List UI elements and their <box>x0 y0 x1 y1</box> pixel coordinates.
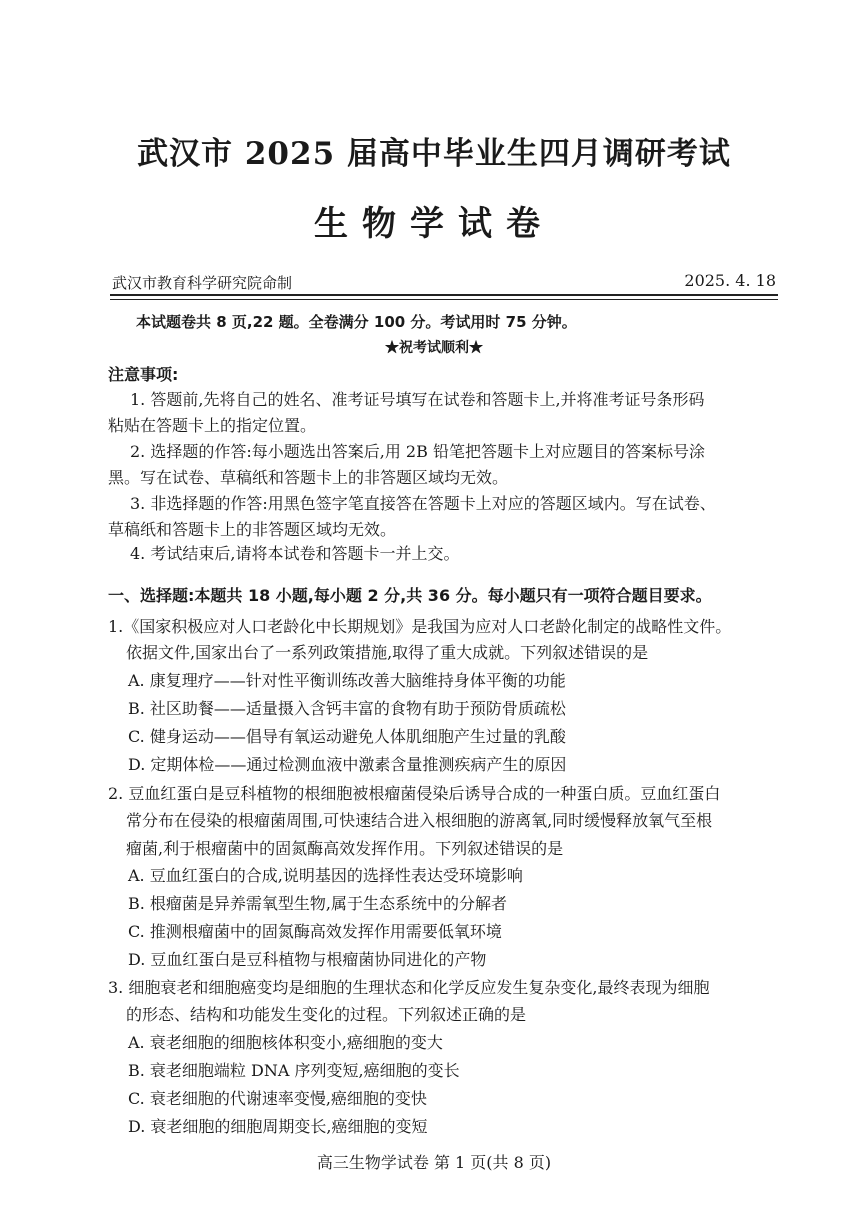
option-c: C. 衰老细胞的代谢速率变慢,癌细胞的变快 <box>128 1089 427 1108</box>
question-stem-line: 常分布在侵染的根瘤菌周围,可快速结合进入根细胞的游离氧,同时缓慢释放氧气至根 <box>126 811 713 830</box>
notice-line: 3. 非选择题的作答:用黑色签字笔直接答在答题卡上对应的答题区域内。写在试卷、 <box>130 494 716 513</box>
exam-date: 2025. 4. 18 <box>684 271 776 290</box>
question-stem-line: 依据文件,国家出台了一系列政策措施,取得了重大成就。下列叙述错误的是 <box>126 643 649 662</box>
intro-text: 本试题卷共 8 页,22 题。全卷满分 100 分。考试用时 75 分钟。 <box>136 313 577 331</box>
option-a: A. 康复理疗——针对性平衡训练改善大脑维持身体平衡的功能 <box>128 671 566 690</box>
option-b: B. 衰老细胞端粒 DNA 序列变短,癌细胞的变长 <box>128 1061 460 1080</box>
notice-heading: 注意事项: <box>108 365 179 384</box>
subject-title: 生物学试卷 <box>314 204 554 244</box>
option-b: B. 社区助餐——适量摄入含钙丰富的食物有助于预防骨质疏松 <box>128 699 566 718</box>
header-rule-thick <box>110 294 778 296</box>
section-heading: 一、选择题:本题共 18 小题,每小题 2 分,共 36 分。每小题只有一项符合题目要求。 <box>108 586 712 605</box>
option-b: B. 根瘤菌是异养需氧型生物,属于生态系统中的分解者 <box>128 894 508 913</box>
notice-line: 1. 答题前,先将自己的姓名、准考证号填写在试卷和答题卡上,并将准考证号条形码 <box>130 390 705 409</box>
exam-title: 武汉市 2025 届高中毕业生四月调研考试 <box>137 136 731 172</box>
option-c: C. 推测根瘤菌中的固氮酶高效发挥作用需要低氧环境 <box>128 922 502 941</box>
option-d: D. 豆血红蛋白是豆科植物与根瘤菌协同进化的产物 <box>128 950 487 969</box>
notice-line: 黑。写在试卷、草稿纸和答题卡上的非答题区域均无效。 <box>108 468 509 487</box>
option-a: A. 豆血红蛋白的合成,说明基因的选择性表达受环境影响 <box>128 866 523 885</box>
option-c: C. 健身运动——倡导有氧运动避免人体肌细胞产生过量的乳酸 <box>128 727 566 746</box>
question-stem-line: 1.《国家积极应对人口老龄化中长期规划》是我国为应对人口老龄化制定的战略性文件。 <box>108 617 732 636</box>
option-d: D. 衰老细胞的细胞周期变长,癌细胞的变短 <box>128 1117 428 1136</box>
page-footer: 高三生物学试卷 第 1 页(共 8 页) <box>316 1153 552 1172</box>
question-stem-line: 2. 豆血红蛋白是豆科植物的根细胞被根瘤菌侵染后诱导合成的一种蛋白质。豆血红蛋白 <box>108 784 721 803</box>
notice-line: 草稿纸和答题卡上的非答题区域均无效。 <box>108 520 397 539</box>
option-d: D. 定期体检——通过检测血液中激素含量推测疾病产生的原因 <box>128 755 567 774</box>
notice-line: 粘贴在答题卡上的指定位置。 <box>108 416 317 435</box>
header-rule-thin <box>110 299 778 300</box>
option-a: A. 衰老细胞的细胞核体积变小,癌细胞的变大 <box>128 1033 443 1052</box>
good-luck-banner: ★祝考试顺利★ <box>385 340 483 356</box>
question-stem-line: 瘤菌,利于根瘤菌中的固氮酶高效发挥作用。下列叙述错误的是 <box>126 839 564 858</box>
question-stem-line: 3. 细胞衰老和细胞癌变均是细胞的生理状态和化学反应发生复杂变化,最终表现为细胞 <box>108 978 710 997</box>
notice-line: 4. 考试结束后,请将本试卷和答题卡一并上交。 <box>130 544 460 563</box>
notice-line: 2. 选择题的作答:每小题选出答案后,用 2B 铅笔把答题卡上对应题目的答案标号涂 <box>130 442 705 461</box>
question-stem-line: 的形态、结构和功能发生变化的过程。下列叙述正确的是 <box>126 1005 527 1024</box>
issuing-organization: 武汉市教育科学研究院命制 <box>112 274 293 292</box>
